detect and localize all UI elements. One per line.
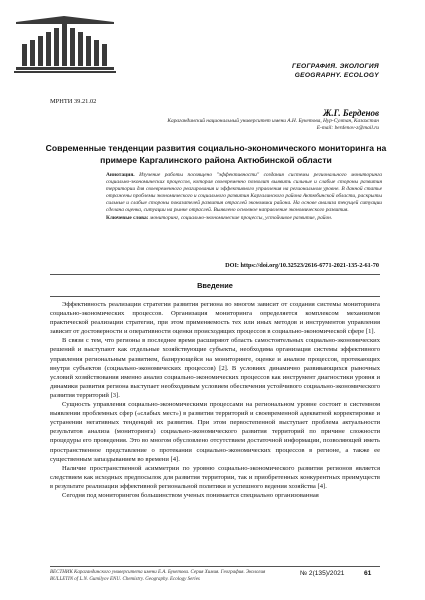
body-paragraph: Сегодня под мониторингом большинством ученых понимается специально организованная [62,491,319,499]
section-title-en: GEOGRAPHY. ECOLOGY [294,72,379,79]
body-paragraph: Эффективность реализации стратегии развития региона во многом зависит от создания системы мониторинга социально-экономических процессов. Организация мониторинга определяется комплексом механизмов практической реализации стратегии, при этом применяемость тех или иных методов и инструментов управления зависит от достоверности и оперативности оценки происходящих процессов в социально-экономической сфере [1]. [50,301,380,336]
author-affiliation [167,118,379,133]
footer-journal [50,569,265,583]
footer-journal-ru: ВЕСТНИК Карагандинского университета имени Е.А. Букетова. Серия Химия. География. Экология [50,570,266,575]
keywords-text: мониторинг, социально-экономические процессы, устойчивое развитие, район. [149,214,333,221]
body-paragraph: Наличие пространственной асимметрии по уровню социально-экономического развития регионов является следствием как исходных предпосылок для развития территории, так и приобретенных конкурентных преимуществ в результате реализации эффективной региональной политики и успешного ведения хозяйства [4]. [50,464,380,490]
abstract-text: Изучение работы посвящено "эффективности" создания системы регионального мониторинга социально-экономических процессов, которая своевременно позволит выявить сильные и слабые стороны развития территории для своевременного реагирования и эффективного управления на региональном уровне. В данной статье отражены проблемы экономического и социального развития Каргалинского района Актюбинской области, раскрыты сильные и слабые стороны показателей развития отраслей экономики района. На основе анализа текущей ситуации сделана оценка, ситуации на рынке отраслей. Выявлено основное направление экономического развития. [106,172,382,214]
footer-journal-en: BULLETIN of L.N. Gumilyov ENU. Chemistry. Geography. Ecology Series [50,577,200,582]
abstract-label: Аннотация. [106,172,135,178]
divider [50,296,380,297]
doi-link[interactable]: DOI: https://doi.org/10.32523/2616-6771-2021-135-2-61-70 [225,262,379,269]
keywords-label: Ключевые слова: [106,214,149,221]
author-name: Ж.Г. Берденов [323,108,379,118]
body-paragraph: В связи с тем, что регионы в последнее время расширяют область самостоятельных социально-экономических решений и выступают как отдельные хозяйствующие субъекты, необходима организация системы эффективного управления региональным развитием, базирующейся на мониторинге, оценке и анализе процессов, протекающих внутри субъектов (социально-экономических процессов) [2]. В условиях динамично развивающихся рыночных условий хозяйствования именно анализ социально-экономических процессов как инструмент диагностики уровня и динамики развития региона выступает необходимым условием обеспечения устойчивого социально-экономического развития территорий [3]. [50,337,380,399]
journal-logo [14,16,118,76]
page-number: 61 [364,570,372,577]
article-body [50,300,380,500]
footer-divider [50,566,380,567]
abstract [106,172,382,222]
article-title: Современные тенденции развития социально-экономического мониторинга на примере Каргалинского района Актюбинской области [45,143,387,165]
body-paragraph: Сущность управления социально-экономическими процессами на региональном уровне состоит в системном выявлении проблемных сфер («слабых мест») в развитии территорий и своевременной адекватной корректировке и устранении негативных тенденций их развития. При этом первостепенной выступает проблема актуальности результатов анализа (мониторинга) социально-экономического развития территорий по причине сложности процедуры его проведения. Это во многом обусловлено отсутствием достаточной информации, позволяющей иметь пространственное представление о протекании социально-экономических процессов в регионе, а также ее существенным запаздыванием во времени [4]. [50,401,380,463]
mrnti-code: МРНТИ 39.21.02 [50,98,97,105]
author-email: E-mail: berdenov-z@mail.ru [316,125,379,132]
footer-issue: № 2(135)/2021 [300,570,345,577]
intro-heading: Введение [197,281,233,290]
affiliation-text: Карагандинский национальный университет имени А.Н. Букетова, Нур-Султан, Казахстан [167,118,379,124]
divider [50,274,380,275]
section-title-ru: ГЕОГРАФИЯ. ЭКОЛОГИЯ [291,63,379,70]
